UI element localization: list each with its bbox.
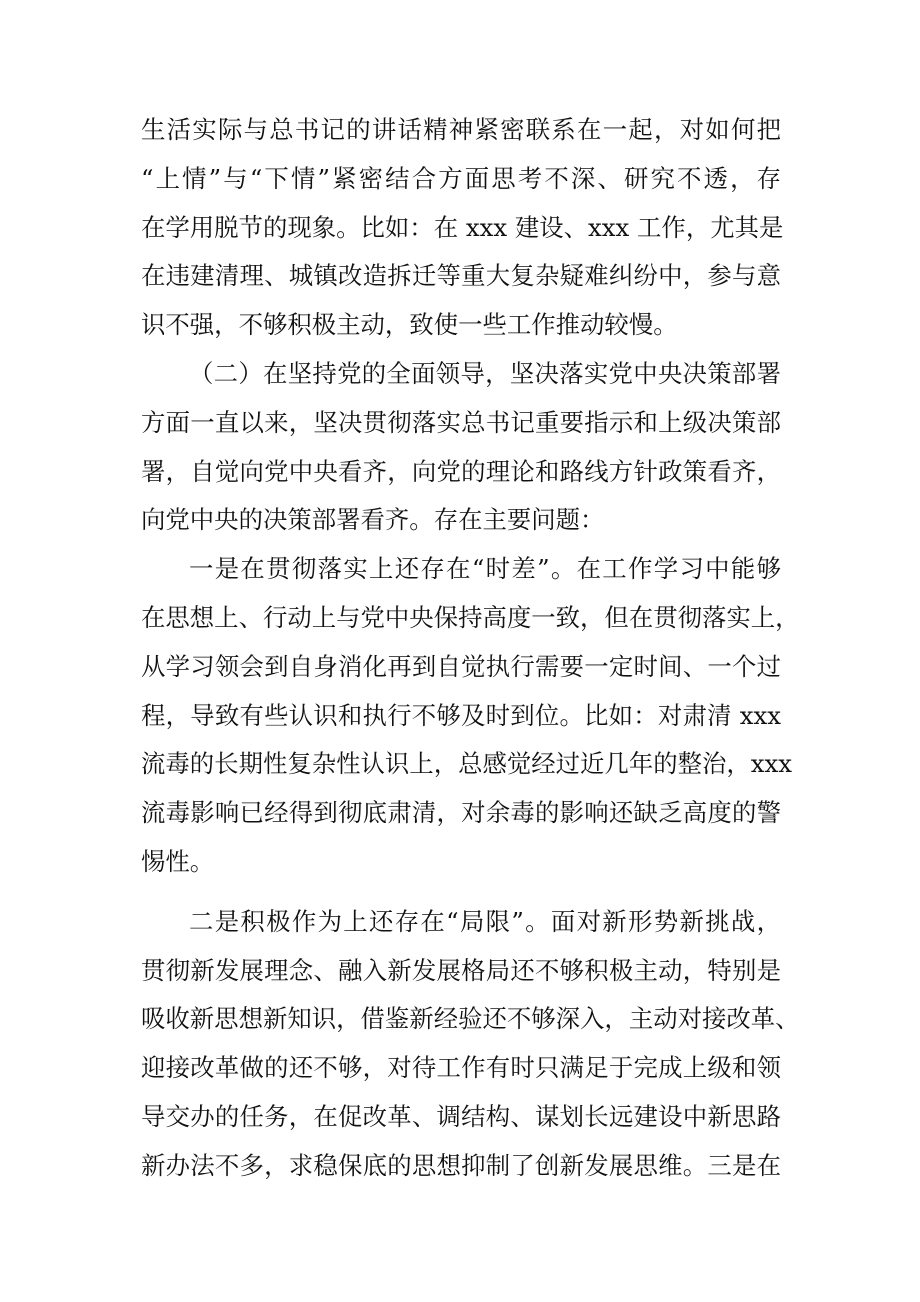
paragraph-first-line: 二是积极作为上还存在“局限”。面对新形势新挑战， (189, 906, 781, 936)
text-line: 在学用脱节的现象。比如：在 xxx 建设、xxx 工作，尤其是 (141, 212, 784, 242)
text-line: 流毒影响已经得到彻底肃清，对余毒的影响还缺乏高度的警 (141, 798, 781, 828)
paragraph-first-line: 一是在贯彻落实上还存在“时差”。在工作学习中能够 (189, 554, 781, 584)
text-line: 在违建清理、城镇改造拆迁等重大复杂疑难纠纷中，参与意 (141, 261, 781, 291)
text-line: 流毒的长期性复杂性认识上，总感觉经过近几年的整治，xxx (141, 749, 793, 779)
text-line: 程，导致有些认识和执行不够及时到位。比如：对肃清 xxx (141, 700, 781, 730)
text-line: 署，自觉向党中央看齐，向党的理论和路线方针政策看齐， (141, 456, 781, 486)
text-line: 在思想上、行动上与党中央保持高度一致，但在贯彻落实上， (141, 602, 800, 632)
text-line: 吸收新思想新知识，借鉴新经验还不够深入，主动对接改革、 (141, 1004, 800, 1034)
text-line: “上情”与“下情”紧密结合方面思考不深、研究不透，存 (141, 163, 781, 193)
text-line: 迎接改革做的还不够，对待工作有时只满足于完成上级和领 (141, 1053, 781, 1083)
text-line: 贯彻新发展理念、融入新发展格局还不够积极主动，特别是 (141, 955, 781, 985)
text-line: 向党中央的决策部署看齐。存在主要问题： (141, 505, 605, 535)
text-line: 生活实际与总书记的讲话精神紧密联系在一起，对如何把 (141, 115, 781, 144)
text-line: 从学习领会到自身消化再到自觉执行需要一定时间、一个过 (141, 651, 781, 681)
text-line: 导交办的任务，在促改革、调结构、谋划长远建设中新思路 (141, 1101, 781, 1131)
text-line: 惕性。 (141, 846, 215, 876)
document-body (141, 106, 800, 1191)
text-line: 新办法不多，求稳保底的思想抑制了创新发展思维。三是在 (141, 1150, 781, 1180)
section-heading-line: （二）在坚持党的全面领导，坚决落实党中央决策部署 (189, 358, 781, 388)
text-line: 方面一直以来，坚决贯彻落实总书记重要指示和上级决策部 (141, 407, 781, 437)
text-line: 识不强，不够积极主动，致使一些工作推动较慢。 (141, 310, 678, 340)
